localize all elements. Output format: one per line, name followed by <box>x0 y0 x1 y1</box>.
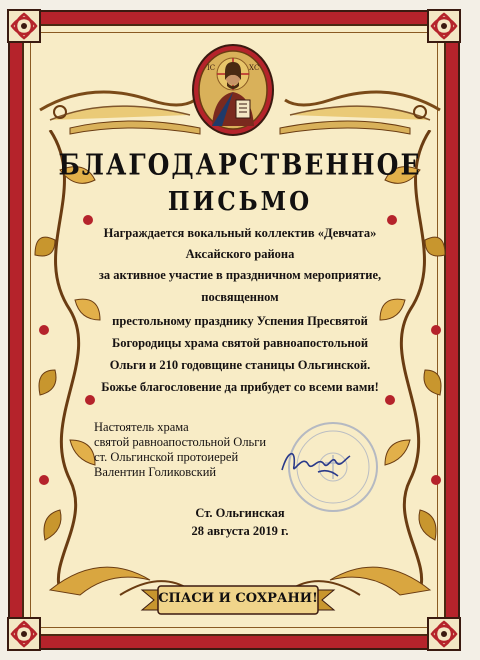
banner-text: СПАСИ И СОХРАНИ! <box>158 591 318 606</box>
body-line: Божье благословение да прибудет со всеми вами! <box>101 380 379 394</box>
christ-pantocrator-icon <box>192 44 274 136</box>
corner-knot-top-right <box>424 6 464 46</box>
icon-inscription-right: ХС <box>249 64 260 72</box>
handwritten-signature <box>278 442 358 482</box>
signatory-line: святой равноапостольной Ольги <box>94 435 267 449</box>
date-text: 28 августа 2019 г. <box>191 524 289 538</box>
bottom-banner <box>140 584 336 616</box>
corner-knot-bottom-left <box>4 614 44 654</box>
corner-knot-top-left <box>4 6 44 46</box>
letter-title-line1: БЛАГОДАРСТВЕННОЕ <box>58 147 422 182</box>
body-line: Ольги и 210 годовщине станицы Ольгинской. <box>109 358 371 372</box>
signatory-line: Настоятель храма <box>94 420 189 434</box>
icon-inscription-left: ІС <box>207 64 216 72</box>
place-text: Ст. Ольгинская <box>195 506 285 520</box>
body-line: престольному празднику Успения Пресвятой <box>112 314 368 328</box>
body-line: Аксайского района <box>185 247 295 261</box>
body-line: за активное участие в праздничном мероприятие, <box>98 268 382 282</box>
body-line: посвященном <box>201 290 279 304</box>
body-line: Богородицы храма святой равноапостольной <box>111 336 369 350</box>
corner-knot-bottom-right <box>424 614 464 654</box>
signatory-line: ст. Ольгинской протоиерей <box>94 450 239 464</box>
letter-title-line2: ПИСЬМО <box>167 185 313 218</box>
body-line: Награждается вокальный коллектив «Девчата» <box>103 226 377 240</box>
signatory-line: Валентин Голиковский <box>94 465 217 479</box>
